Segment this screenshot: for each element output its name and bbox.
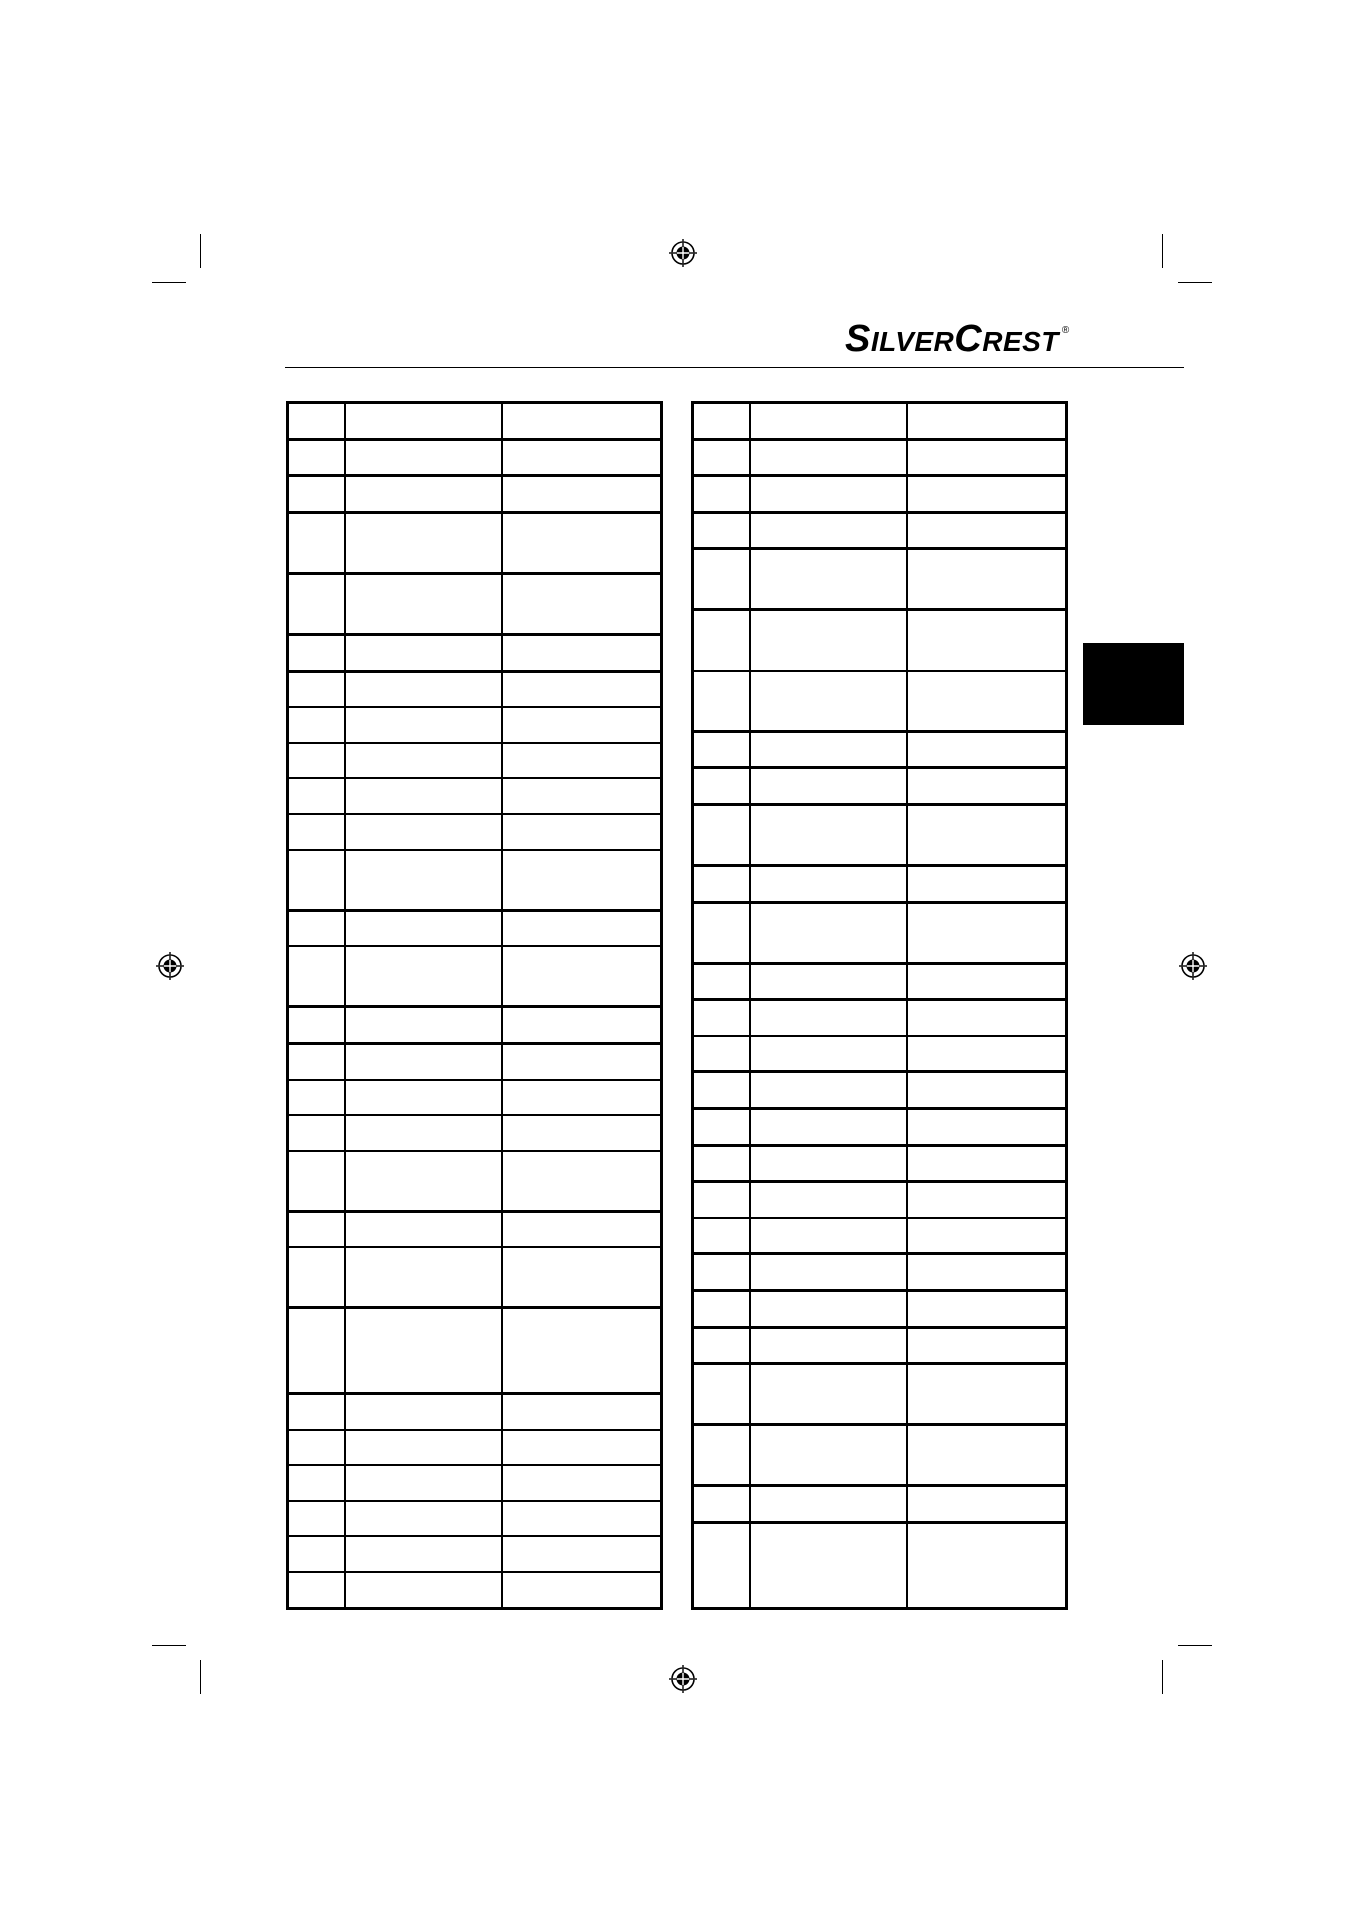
table-cell-number	[693, 549, 750, 610]
table-cell-translation	[502, 1536, 662, 1572]
table-cell-translation	[907, 963, 1067, 1000]
table-cell-term	[345, 1501, 502, 1537]
table-cell-term	[345, 671, 502, 707]
table-row	[288, 1501, 662, 1537]
table-cell-term	[345, 814, 502, 850]
table-cell-number	[693, 1145, 750, 1182]
table-cell-number	[288, 1080, 345, 1116]
table-cell-translation	[907, 1109, 1067, 1146]
table-cell-number	[288, 1007, 345, 1044]
table-cell-translation	[907, 403, 1067, 440]
table-cell-number	[288, 671, 345, 707]
table-row	[288, 1007, 662, 1044]
table-cell-translation	[502, 1080, 662, 1116]
table-row	[693, 902, 1067, 963]
table-cell-translation	[907, 768, 1067, 805]
table-cell-term	[345, 1308, 502, 1394]
table-row	[288, 573, 662, 634]
table-cell-term	[345, 850, 502, 911]
table-cell-translation	[907, 1036, 1067, 1072]
table-row	[693, 549, 1067, 610]
crop-mark-bottom-right-vertical	[1162, 1660, 1163, 1694]
table-cell-term	[750, 1254, 907, 1291]
table-row	[693, 1254, 1067, 1291]
table-cell-term	[345, 1211, 502, 1247]
table-cell-translation	[502, 671, 662, 707]
table-cell-number	[288, 1394, 345, 1430]
table-cell-term	[750, 1145, 907, 1182]
table-row	[288, 1211, 662, 1247]
table-cell-term	[345, 1247, 502, 1308]
table-cell-translation	[502, 910, 662, 946]
table-cell-number	[288, 778, 345, 814]
table-cell-term	[345, 634, 502, 671]
table-row	[288, 850, 662, 911]
table-cell-term	[750, 963, 907, 1000]
table-cell-translation	[502, 778, 662, 814]
table-cell-translation	[907, 671, 1067, 732]
table-row	[288, 1465, 662, 1501]
table-row	[693, 1364, 1067, 1425]
table-cell-number	[288, 634, 345, 671]
table-cell-number	[693, 403, 750, 440]
table-row	[288, 1080, 662, 1116]
table-cell-translation	[502, 403, 662, 440]
table-cell-number	[288, 946, 345, 1007]
table-cell-number	[693, 865, 750, 902]
table-row	[693, 1327, 1067, 1364]
table-cell-translation	[502, 1211, 662, 1247]
table-cell-number	[288, 1572, 345, 1608]
registered-mark: ®	[1061, 325, 1070, 336]
table-cell-translation	[907, 439, 1067, 476]
table-cell-term	[345, 1536, 502, 1572]
table-cell-translation	[502, 1308, 662, 1394]
table-cell-translation	[502, 476, 662, 513]
table-cell-term	[750, 1036, 907, 1072]
table-row	[693, 439, 1067, 476]
table-row	[288, 403, 662, 440]
table-cell-translation	[907, 731, 1067, 768]
table-cell-translation	[907, 610, 1067, 671]
table-left	[286, 401, 663, 1610]
table-cell-number	[693, 731, 750, 768]
registration-mark-top-icon	[668, 238, 698, 268]
table-cell-number	[693, 1254, 750, 1291]
table-cell-translation	[502, 512, 662, 573]
table-row	[693, 1522, 1067, 1608]
table-cell-term	[750, 1522, 907, 1608]
registration-mark-bottom-icon	[668, 1664, 698, 1694]
table-cell-term	[345, 1115, 502, 1151]
table-cell-term	[345, 1572, 502, 1608]
table-row	[288, 476, 662, 513]
table-row	[288, 778, 662, 814]
table-cell-translation	[502, 814, 662, 850]
table-cell-translation	[907, 804, 1067, 865]
table-cell-number	[288, 1151, 345, 1212]
table-cell-term	[345, 1151, 502, 1212]
table-cell-term	[750, 1218, 907, 1254]
table-cell-term	[750, 1072, 907, 1109]
table-cell-number	[288, 512, 345, 573]
table-cell-term	[750, 1327, 907, 1364]
table-row	[693, 1182, 1067, 1218]
table-row	[693, 731, 1067, 768]
table-cell-term	[345, 707, 502, 743]
table-cell-number	[693, 1000, 750, 1036]
logo-letters-rest: REST	[982, 326, 1059, 357]
table-row	[288, 1308, 662, 1394]
table-cell-term	[750, 1364, 907, 1425]
table-cell-term	[750, 1109, 907, 1146]
table-cell-number	[693, 1522, 750, 1608]
table-row	[693, 1486, 1067, 1523]
table-row	[288, 707, 662, 743]
table-cell-number	[693, 1218, 750, 1254]
table-cell-number	[693, 1486, 750, 1523]
table-row	[288, 671, 662, 707]
table-cell-term	[750, 512, 907, 549]
crop-mark-bottom-right-horizontal	[1178, 1645, 1212, 1646]
table-cell-translation	[502, 743, 662, 779]
table-cell-translation	[907, 1364, 1067, 1425]
table-cell-translation	[502, 1007, 662, 1044]
table-cell-number	[693, 1182, 750, 1218]
table-row	[288, 1572, 662, 1608]
table-cell-term	[345, 403, 502, 440]
table-row	[693, 865, 1067, 902]
table-cell-term	[750, 671, 907, 732]
table-cell-number	[288, 476, 345, 513]
registration-mark-right-icon	[1178, 951, 1208, 981]
table-row	[693, 1290, 1067, 1327]
table-cell-number	[693, 902, 750, 963]
table-cell-number	[693, 1327, 750, 1364]
table-cell-translation	[907, 1145, 1067, 1182]
table-cell-translation	[502, 573, 662, 634]
table-cell-term	[345, 946, 502, 1007]
table-cell-term	[750, 865, 907, 902]
table-cell-number	[288, 439, 345, 476]
table-cell-term	[750, 768, 907, 805]
table-row	[288, 1043, 662, 1079]
table-cell-number	[288, 1536, 345, 1572]
crop-mark-top-right-horizontal	[1178, 282, 1212, 283]
table-cell-translation	[907, 476, 1067, 513]
table-cell-number	[288, 1115, 345, 1151]
table-cell-number	[693, 512, 750, 549]
language-tab-marker	[1083, 643, 1184, 725]
table-row	[288, 743, 662, 779]
registration-mark-left-icon	[155, 951, 185, 981]
table-cell-translation	[907, 865, 1067, 902]
table-cell-number	[288, 850, 345, 911]
table-cell-number	[288, 403, 345, 440]
table-row	[693, 1036, 1067, 1072]
table-cell-term	[750, 902, 907, 963]
table-cell-term	[345, 910, 502, 946]
table-cell-term	[345, 778, 502, 814]
table-cell-translation	[502, 1501, 662, 1537]
table-cell-translation	[907, 1182, 1067, 1218]
table-cell-term	[750, 476, 907, 513]
table-cell-term	[345, 512, 502, 573]
table-row	[288, 1536, 662, 1572]
table-row	[288, 946, 662, 1007]
logo-letter-c: C	[954, 318, 983, 360]
table-row	[693, 963, 1067, 1000]
table-row	[693, 1425, 1067, 1486]
table-right	[691, 401, 1068, 1610]
table-row	[288, 1430, 662, 1466]
table-cell-number	[288, 1308, 345, 1394]
table-cell-term	[750, 610, 907, 671]
table-cell-translation	[502, 1115, 662, 1151]
table-cell-number	[288, 814, 345, 850]
silvercrest-logo	[845, 320, 1070, 358]
table-row	[288, 910, 662, 946]
table-cell-number	[693, 1072, 750, 1109]
table-row	[693, 768, 1067, 805]
table-cell-number	[288, 573, 345, 634]
table-cell-translation	[502, 946, 662, 1007]
table-cell-translation	[502, 1151, 662, 1212]
table-row	[693, 804, 1067, 865]
table-cell-term	[750, 1000, 907, 1036]
table-cell-term	[345, 1043, 502, 1079]
crop-mark-top-left-vertical	[200, 234, 201, 268]
table-cell-term	[345, 1007, 502, 1044]
table-cell-translation	[907, 1290, 1067, 1327]
table-row	[288, 1115, 662, 1151]
logo-letters-ilver: ILVER	[870, 326, 955, 357]
table-row	[693, 512, 1067, 549]
table-cell-translation	[907, 1254, 1067, 1291]
table-cell-term	[750, 1290, 907, 1327]
table-left-body	[288, 403, 662, 1609]
table-cell-term	[345, 1080, 502, 1116]
table-cell-term	[750, 804, 907, 865]
table-cell-term	[750, 1182, 907, 1218]
table-row	[693, 476, 1067, 513]
table-cell-translation	[502, 439, 662, 476]
table-cell-translation	[907, 512, 1067, 549]
table-cell-term	[345, 439, 502, 476]
table-cell-translation	[907, 1522, 1067, 1608]
table-row	[693, 403, 1067, 440]
table-cell-number	[693, 1109, 750, 1146]
table-cell-translation	[502, 634, 662, 671]
table-row	[288, 814, 662, 850]
table-cell-number	[288, 1465, 345, 1501]
table-cell-term	[750, 439, 907, 476]
table-cell-number	[288, 1211, 345, 1247]
table-row	[288, 1247, 662, 1308]
table-cell-term	[750, 1425, 907, 1486]
table-right-body	[693, 403, 1067, 1609]
table-cell-term	[345, 573, 502, 634]
table-cell-number	[288, 1043, 345, 1079]
header-rule	[285, 367, 1184, 368]
table-cell-term	[345, 743, 502, 779]
table-cell-number	[693, 1290, 750, 1327]
table-cell-number	[693, 1036, 750, 1072]
table-cell-term	[345, 1465, 502, 1501]
table-cell-translation	[907, 1218, 1067, 1254]
crop-mark-top-right-vertical	[1162, 234, 1163, 268]
table-cell-term	[750, 549, 907, 610]
table-cell-number	[693, 768, 750, 805]
crop-mark-bottom-left-vertical	[200, 1660, 201, 1694]
table-cell-translation	[502, 1043, 662, 1079]
table-cell-translation	[502, 850, 662, 911]
table-cell-number	[288, 1430, 345, 1466]
table-row	[693, 1145, 1067, 1182]
table-cell-number	[288, 707, 345, 743]
table-cell-number	[288, 1247, 345, 1308]
table-cell-term	[345, 476, 502, 513]
table-cell-translation	[502, 1465, 662, 1501]
table-cell-translation	[907, 902, 1067, 963]
table-cell-number	[693, 439, 750, 476]
table-cell-number	[693, 963, 750, 1000]
table-cell-number	[693, 804, 750, 865]
table-cell-translation	[502, 1394, 662, 1430]
table-cell-term	[750, 1486, 907, 1523]
table-row	[288, 1394, 662, 1430]
table-cell-translation	[502, 707, 662, 743]
logo-letter-s: S	[845, 318, 871, 360]
table-row	[693, 610, 1067, 671]
table-row	[288, 1151, 662, 1212]
table-cell-number	[693, 1425, 750, 1486]
table-cell-number	[288, 1501, 345, 1537]
table-cell-term	[345, 1394, 502, 1430]
table-cell-translation	[502, 1247, 662, 1308]
table-cell-translation	[907, 1425, 1067, 1486]
table-row	[288, 439, 662, 476]
table-cell-term	[750, 731, 907, 768]
table-row	[693, 1109, 1067, 1146]
table-cell-translation	[907, 1486, 1067, 1523]
table-cell-translation	[907, 549, 1067, 610]
table-row	[288, 512, 662, 573]
table-row	[288, 634, 662, 671]
crop-mark-top-left-horizontal	[152, 282, 186, 283]
table-cell-term	[750, 403, 907, 440]
table-row	[693, 1000, 1067, 1036]
table-row	[693, 1218, 1067, 1254]
table-cell-translation	[907, 1072, 1067, 1109]
table-row	[693, 1072, 1067, 1109]
table-row	[693, 671, 1067, 732]
table-cell-number	[693, 1364, 750, 1425]
table-cell-translation	[907, 1327, 1067, 1364]
table-cell-translation	[502, 1430, 662, 1466]
table-cell-term	[345, 1430, 502, 1466]
table-cell-translation	[907, 1000, 1067, 1036]
table-cell-number	[288, 743, 345, 779]
table-cell-number	[693, 671, 750, 732]
table-cell-number	[288, 910, 345, 946]
table-cell-translation	[502, 1572, 662, 1608]
table-cell-number	[693, 610, 750, 671]
table-cell-number	[693, 476, 750, 513]
crop-mark-bottom-left-horizontal	[152, 1645, 186, 1646]
